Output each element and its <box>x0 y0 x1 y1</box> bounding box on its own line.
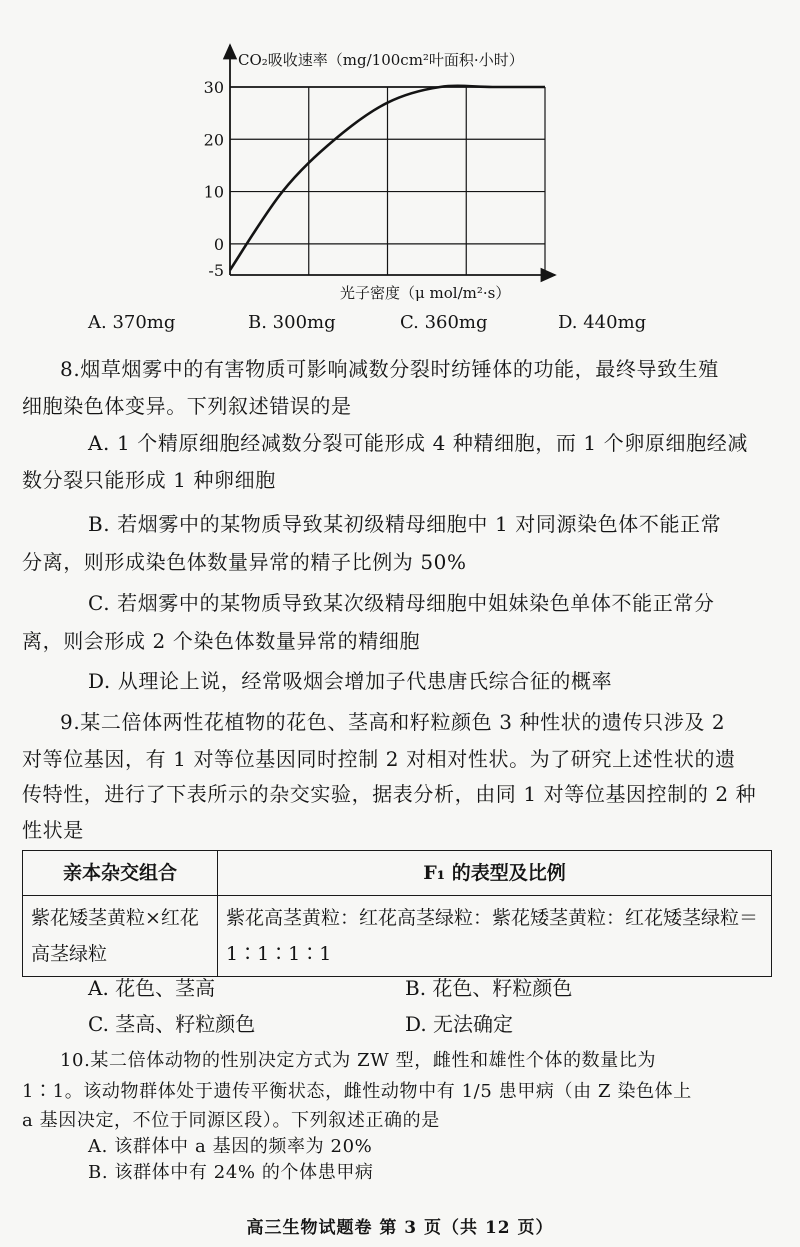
q7-option-b[interactable]: B. 300mg <box>248 312 336 333</box>
q10-stem-line-2: 1∶1。该动物群体处于遗传平衡状态，雌性动物中有 1/5 患甲病（由 Z 染色体上 <box>22 1081 692 1102</box>
q8-stem-line-1: 8.烟草烟雾中的有害物质可影响减数分裂时纺锤体的功能，最终导致生殖 <box>60 357 719 381</box>
q10-option-a[interactable]: A. 该群体中 a 基因的频率为 20% <box>88 1136 373 1157</box>
y-tick-label: 10 <box>203 182 224 202</box>
co2-absorption-chart <box>190 35 570 307</box>
chart-grid <box>230 87 545 275</box>
cross-result-table <box>22 850 772 977</box>
q8-option-c[interactable]: C. 若烟雾中的某物质导致某次级精母细胞中姐妹染色单体不能正常分 <box>88 591 715 615</box>
q9-stem-line-1: 9.某二倍体两性花植物的花色、茎高和籽粒颜色 3 种性状的遗传只涉及 2 <box>60 710 726 734</box>
table-cell-f1: 紫花高茎黄粒：红花高茎绿粒：紫花矮茎黄粒：红花矮茎绿粒＝1∶1∶1∶1 <box>218 896 772 977</box>
q7-options <box>88 312 708 342</box>
q9-option-c[interactable]: C. 茎高、籽粒颜色 <box>88 1012 256 1036</box>
q7-option-d[interactable]: D. 440mg <box>558 312 647 333</box>
y-tick-label: 0 <box>213 234 224 254</box>
q8-option-b-cont: 分离，则形成染色体数量异常的精子比例为 50% <box>22 550 467 574</box>
y-tick-label: -5 <box>208 261 224 280</box>
q7-option-c[interactable]: C. 360mg <box>400 312 488 333</box>
q9-stem-line-3: 传特性，进行了下表所示的杂交实验，据表分析，由同 1 对等位基因控制的 2 种 <box>22 782 757 806</box>
q9-stem-line-4: 性状是 <box>22 818 84 842</box>
q10-stem-line-1: 10.某二倍体动物的性别决定方式为 ZW 型，雌性和雄性个体的数量比为 <box>60 1050 657 1071</box>
table-header-f1: F₁ 的表型及比例 <box>218 851 772 896</box>
page-footer: 高三生物试题卷 第 3 页（共 12 页） <box>246 1218 554 1238</box>
q8-option-c-cont: 离，则会形成 2 个染色体数量异常的精细胞 <box>22 629 421 653</box>
table-cell-cross: 紫花矮茎黄粒×红花高茎绿粒 <box>23 896 218 977</box>
y-axis-label: CO₂吸收速率（mg/100cm²叶面积·小时） <box>238 51 524 69</box>
q8-option-a[interactable]: A. 1 个精原细胞经减数分裂可能形成 4 种精细胞，而 1 个卵原细胞经减 <box>88 431 748 455</box>
q7-option-a[interactable]: A. 370mg <box>88 312 176 333</box>
table-row <box>23 896 772 977</box>
q8-option-a-cont: 数分裂只能形成 1 种卵细胞 <box>22 468 276 492</box>
q9-option-d[interactable]: D. 无法确定 <box>405 1012 514 1036</box>
q10-stem-line-3: a 基因决定，不位于同源区段）。下列叙述正确的是 <box>22 1110 440 1131</box>
q9-stem-line-2: 对等位基因，有 1 对等位基因同时控制 2 对相对性状。为了研究上述性状的遗 <box>22 747 736 771</box>
q10-option-b[interactable]: B. 该群体中有 24% 的个体患甲病 <box>88 1162 374 1183</box>
table-header-cross: 亲本杂交组合 <box>23 851 218 896</box>
table-header-row <box>23 851 772 896</box>
y-tick-labels <box>204 78 224 280</box>
q8-option-b[interactable]: B. 若烟雾中的某物质导致某初级精母细胞中 1 对同源染色体不能正常 <box>88 512 722 536</box>
q8-stem-line-2: 细胞染色体变异。下列叙述错误的是 <box>22 394 352 418</box>
y-tick-label: 20 <box>203 130 224 150</box>
x-axis-label: 光子密度（μ mol/m²·s） <box>340 284 511 302</box>
y-tick-label: 30 <box>203 78 224 97</box>
q8-option-d[interactable]: D. 从理论上说，经常吸烟会增加子代患唐氏综合征的概率 <box>88 669 613 693</box>
q9-option-a[interactable]: A. 花色、茎高 <box>88 976 216 1000</box>
q9-option-b[interactable]: B. 花色、籽粒颜色 <box>405 976 573 1000</box>
